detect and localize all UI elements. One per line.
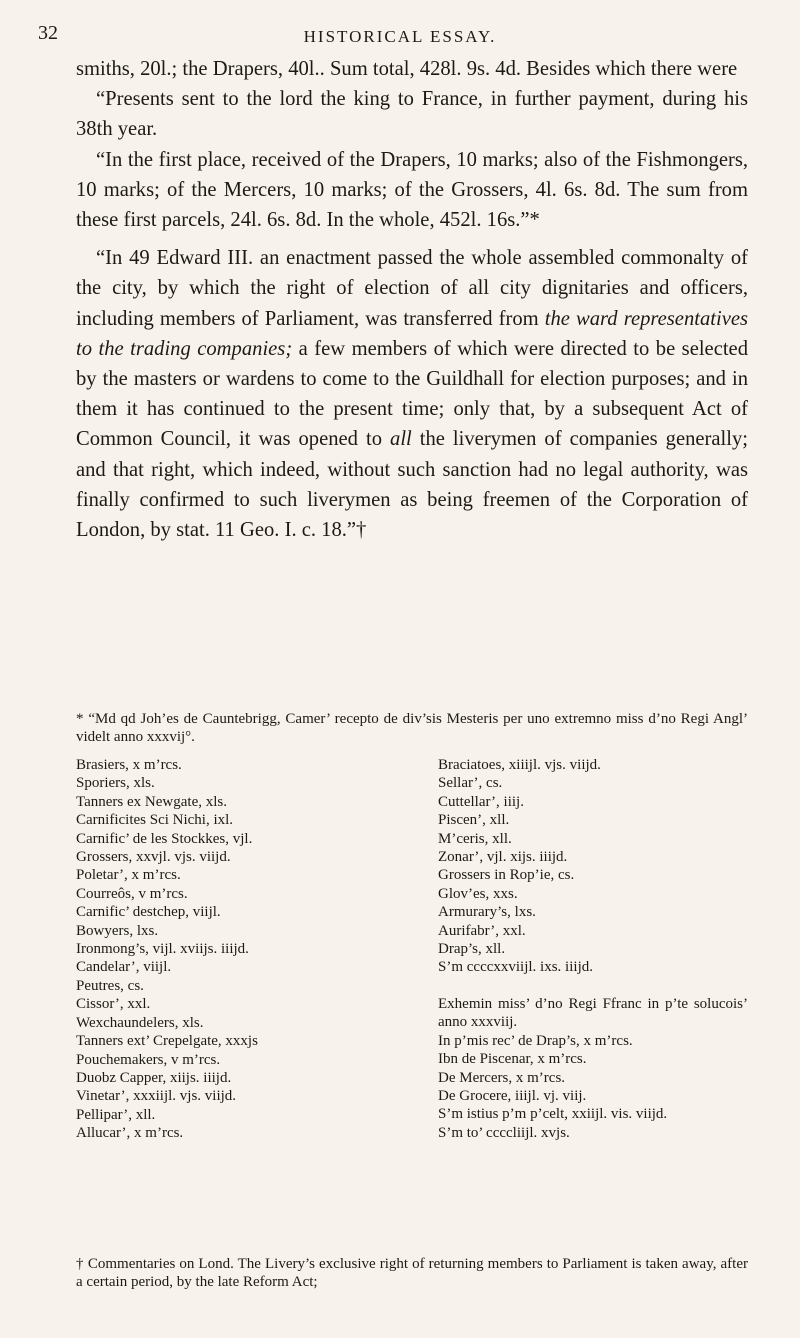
list-item: Bowyers, lxs. bbox=[76, 922, 159, 939]
list-item: S’m to’ ccccliijl. xvjs. bbox=[438, 1124, 570, 1141]
list-item: Candelar’, viijl. bbox=[76, 959, 172, 976]
list-item: Grossers in Rop’ie, cs. bbox=[438, 867, 575, 884]
paragraph-4-emphasis: the ward representatives to the trading companies; bbox=[76, 307, 748, 360]
list-item: Drap’s, xll. bbox=[438, 941, 506, 958]
list-item: Pellipar’, xll. bbox=[76, 1106, 156, 1123]
paragraph-4-emphasis-2: all bbox=[390, 428, 412, 451]
paragraph-4 bbox=[76, 243, 748, 545]
spacer bbox=[438, 977, 748, 995]
paragraph-2: “Presents sent to the lord the king to France, in further payment, during his 38th year. bbox=[76, 88, 748, 141]
list-item: Carnific’ de les Stockkes, vjl. bbox=[76, 830, 253, 847]
paragraph-4-part-c: the liverymen of companies generally; and that right, which indeed, without such sanction had no legal authority, was finally confirmed to such liverymen as being freemen of the Corporation of London, by stat. 11 Geo. I. c. 18.”† bbox=[76, 428, 748, 542]
list-item: Grossers, xxvjl. vjs. viijd. bbox=[76, 849, 231, 866]
list-item: Carnificites Sci Nichi, ixl. bbox=[76, 812, 234, 829]
footnote-1-intro: * “Md qd Joh’es de Cauntebrigg, Camer’ recepto de div’sis Mesteris per uno extremno miss d’no Regi Angl’ videlt anno xxxvij°. bbox=[76, 711, 748, 745]
list-item: Allucar’, x m’rcs. bbox=[76, 1125, 184, 1142]
running-head: HISTORICAL ESSAY. bbox=[303, 27, 497, 46]
footnote-1-columns bbox=[76, 756, 748, 1143]
page-number: 32 bbox=[38, 22, 58, 44]
footnote-1 bbox=[76, 710, 748, 1143]
list-item: Armurary’s, lxs. bbox=[438, 904, 536, 921]
list-item: De Grocere, iiijl. vj. viij. bbox=[438, 1087, 587, 1104]
list-item: Poletar’, x m’rcs. bbox=[76, 867, 181, 884]
list-item: Carnific’ destchep, viijl. bbox=[76, 904, 221, 921]
paragraph-3: “In the first place, received of the Drapers, 10 marks; also of the Fishmongers, 10 marks; of the Mercers, 10 marks; of the Grossers, 4l. 6s. 8d. The sum from these first parcels, 24l. 6s. 8d. In the whole, 452l. 16s.”* bbox=[76, 148, 748, 232]
footnote-1-exhemin: Exhemin miss’ d’no Regi Ffranc in p’te solucois’ anno xxxviij. bbox=[438, 995, 748, 1031]
paragraph-4-part-b: a few members of which were directed to be selected by the masters or wardens to come to the Guildhall for election purposes; and in them it has continued to the present time; only that, by a subsequent Act of Common Council, it was opened to bbox=[76, 337, 748, 451]
list-item: Cuttellar’, iiij. bbox=[438, 793, 524, 810]
list-item: Cissor’, xxl. bbox=[76, 996, 151, 1013]
list-item: Glov’es, xxs. bbox=[438, 885, 518, 902]
list-item: Duobz Capper, xiijs. iiijd. bbox=[76, 1069, 232, 1086]
list-item: Courreôs, v m’rcs. bbox=[76, 885, 188, 902]
list-item: Sporiers, xls. bbox=[76, 775, 155, 792]
footnote-1-right-column bbox=[438, 756, 748, 1143]
list-item: S’m istius p’m p’celt, xxiijl. vis. viijd. bbox=[438, 1106, 668, 1123]
list-item: Wexchaundelers, xls. bbox=[76, 1014, 204, 1031]
list-item: Tanners ex Newgate, xls. bbox=[76, 793, 227, 810]
list-item: Braciatoes, xiiijl. vjs. viijd. bbox=[438, 757, 601, 773]
list-item: Ironmong’s, vijl. xviijs. iiijd. bbox=[76, 941, 249, 958]
list-item: Piscen’, xll. bbox=[438, 812, 510, 829]
list-item: Brasiers, x m’rcs. bbox=[76, 757, 182, 773]
list-item: De Mercers, x m’rcs. bbox=[438, 1069, 566, 1086]
footnote-2: † Commentaries on Lond. The Livery’s exclusive right of returning members to Parliament is taken away, after a certain period, by the late Reform Act; bbox=[76, 1256, 748, 1290]
list-item: Sellar’, cs. bbox=[438, 775, 503, 792]
list-item: Vinetar’, xxxiijl. vjs. viijd. bbox=[76, 1088, 237, 1105]
list-item: Peutres, cs. bbox=[76, 977, 144, 994]
footnote-1-left-column bbox=[76, 756, 438, 1143]
paragraph-1: smiths, 20l.; the Drapers, 40l.. Sum total, 428l. 9s. 4d. Besides which there were bbox=[76, 58, 738, 80]
list-item: M’ceris, xll. bbox=[438, 830, 512, 847]
main-text bbox=[76, 54, 748, 545]
list-item: Zonar’, vjl. xijs. iiijd. bbox=[438, 849, 568, 866]
list-item: S’m ccccxxviijl. ixs. iiijd. bbox=[438, 959, 593, 976]
list-item: Pouchemakers, v m’rcs. bbox=[76, 1051, 221, 1068]
list-item: Aurifabr’, xxl. bbox=[438, 922, 526, 939]
paragraph-4-part-a: “In 49 Edward III. an enactment passed the whole assembled commonalty of the city, by which the right of election of all city dignitaries and officers, including members of Parliament, was transferred from bbox=[76, 247, 748, 330]
list-item: In p’mis rec’ de Drap’s, x m’rcs. bbox=[438, 1032, 633, 1049]
list-item: Tanners ext’ Crepelgate, xxxjs bbox=[76, 1033, 258, 1050]
list-item: Ibn de Piscenar, x m’rcs. bbox=[438, 1051, 587, 1068]
